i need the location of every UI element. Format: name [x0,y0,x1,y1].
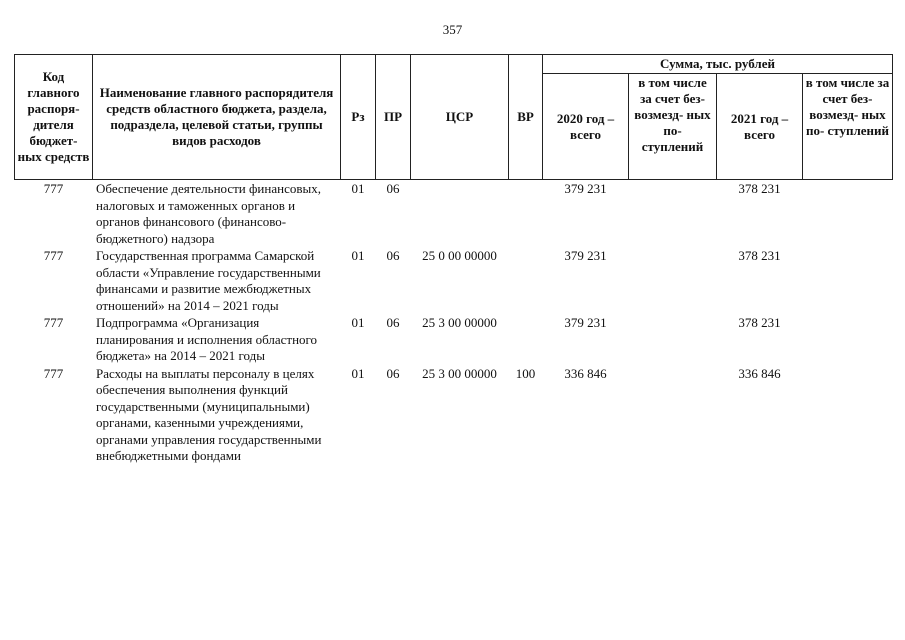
row-2020-total: 379 231 [564,248,607,263]
row-2020-free [629,365,717,465]
table-row [15,314,893,365]
header-rz: Рз [341,55,376,180]
row-pr: 06 [386,181,400,196]
row-code: 777 [43,248,64,263]
header-sum-group: Сумма, тыс. рублей [543,55,893,74]
header-2021-free: в том числе за счет без- возмезд- ных по- ступлений [803,74,893,180]
row-pr: 06 [386,365,400,381]
row-name: Расходы на выплаты персоналу в целях обеспечения выполнения функций государственными (муниципальными) органами, казенными учреждениями, органами управления государственными внебюджетными фондами [96,365,322,463]
row-name: Государственная программа Самарской области «Управление государственными финансами и развитие межбюджетных отношений» на 2014 – 2021 годы [96,248,321,313]
row-2020-total: 336 846 [564,365,607,381]
row-2020-total: 379 231 [564,181,607,196]
row-vr: 100 [515,365,536,381]
table-row [15,365,893,465]
budget-table [14,54,893,465]
table-header [15,55,893,180]
row-code: 777 [43,315,64,330]
row-2020-total: 379 231 [564,315,607,330]
row-rz: 01 [351,365,365,381]
row-pr: 06 [386,315,400,330]
row-2020-free [629,247,717,314]
row-vr [509,247,543,314]
header-csr: ЦСР [411,55,509,180]
header-code: Код главного распоря- дителя бюджет- ных средств [15,55,93,180]
table-body [15,180,893,465]
row-code: 777 [43,181,64,196]
row-2021-total: 378 231 [738,181,781,196]
row-2021-total: 378 231 [738,248,781,263]
row-vr [509,180,543,248]
row-rz: 01 [351,248,365,263]
row-code: 777 [43,365,64,381]
row-2020-free [629,314,717,365]
header-name: Наименование главного распорядителя средств областного бюджета, раздела, подраздела, целевой статьи, группы видов расходов [93,55,341,180]
table-row [15,247,893,314]
header-pr: ПР [376,55,411,180]
row-csr: 25 3 00 00000 [422,365,497,381]
row-vr [509,314,543,365]
row-csr: 25 3 00 00000 [422,315,497,330]
row-name: Подпрограмма «Организация планирования и исполнения областного бюджета» на 2014 – 2021 годы [96,315,318,363]
table-row [15,180,893,248]
row-rz: 01 [351,181,365,196]
header-2020-free: в том числе за счет без- возмезд- ных по- ступлений [629,74,717,180]
page-number: 357 [442,22,463,37]
row-name: Обеспечение деятельности финансовых, налоговых и таможенных органов и органов финансового (финансово-бюджетного) надзора [96,181,321,246]
header-2020-total: 2020 год – всего [543,74,629,180]
row-2021-total: 378 231 [738,315,781,330]
row-2021-free [803,180,893,248]
row-csr [411,180,509,248]
row-2021-total: 336 846 [738,365,781,381]
row-pr: 06 [386,248,400,263]
row-rz: 01 [351,315,365,330]
header-2021-total: 2021 год – всего [717,74,803,180]
row-csr: 25 0 00 00000 [422,248,497,263]
row-2021-free [803,247,893,314]
row-2021-free [803,365,893,465]
row-2021-free [803,314,893,365]
row-2020-free [629,180,717,248]
header-vr: ВР [509,55,543,180]
